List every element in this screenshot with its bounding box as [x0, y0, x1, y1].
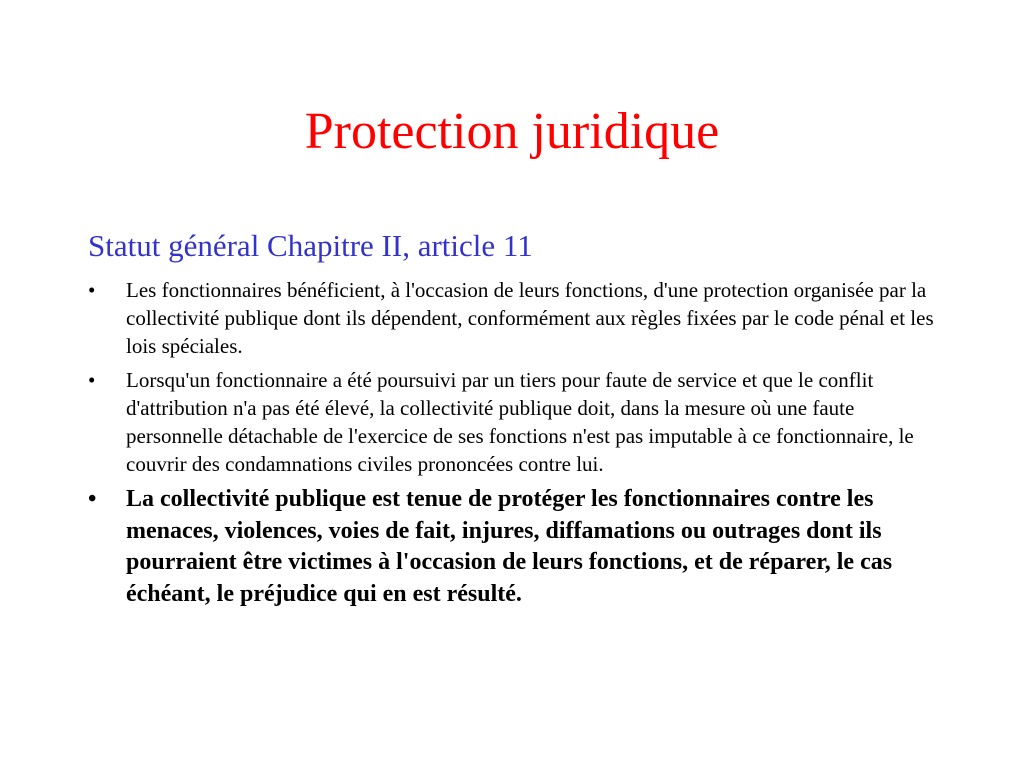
bullet-marker: • [88, 278, 96, 302]
slide-subtitle: Statut général Chapitre II, article 11 [88, 228, 533, 263]
slide-title: Protection juridique [304, 103, 720, 160]
bullet-item [88, 366, 948, 478]
bullet-marker: • [88, 486, 97, 512]
bullet-marker: • [88, 368, 96, 392]
bullet-text: Les fonctionnaires bénéficient, à l'occasion de leurs fonctions, d'une protection organisée par la collectivité publique dont ils dépendent, conformément aux règles fixées par le code pénal et les lois spéciales. [126, 278, 934, 358]
bullet-text: Lorsqu'un fonctionnaire a été poursuivi par un tiers pour faute de service et que le conflit d'attribution n'a pas été élevé, la collectivité publique doit, dans la mesure où une faute personnelle détachable de l'exercice de ses fonctions n'est pas imputable à ce fonctionnaire, le couvrir des condamnations civiles prononcées contre lui. [126, 368, 914, 476]
bullet-item [88, 484, 948, 610]
bullet-list [88, 276, 948, 610]
bullet-item [88, 276, 948, 360]
bullet-text: La collectivité publique est tenue de protéger les fonctionnaires contre les menaces, violences, voies de fait, injures, diffamations ou outrages dont ils pourraient être victimes à l'occasion de leurs fonctions, et de réparer, le cas échéant, le préjudice qui en est résulté. [126, 486, 893, 607]
